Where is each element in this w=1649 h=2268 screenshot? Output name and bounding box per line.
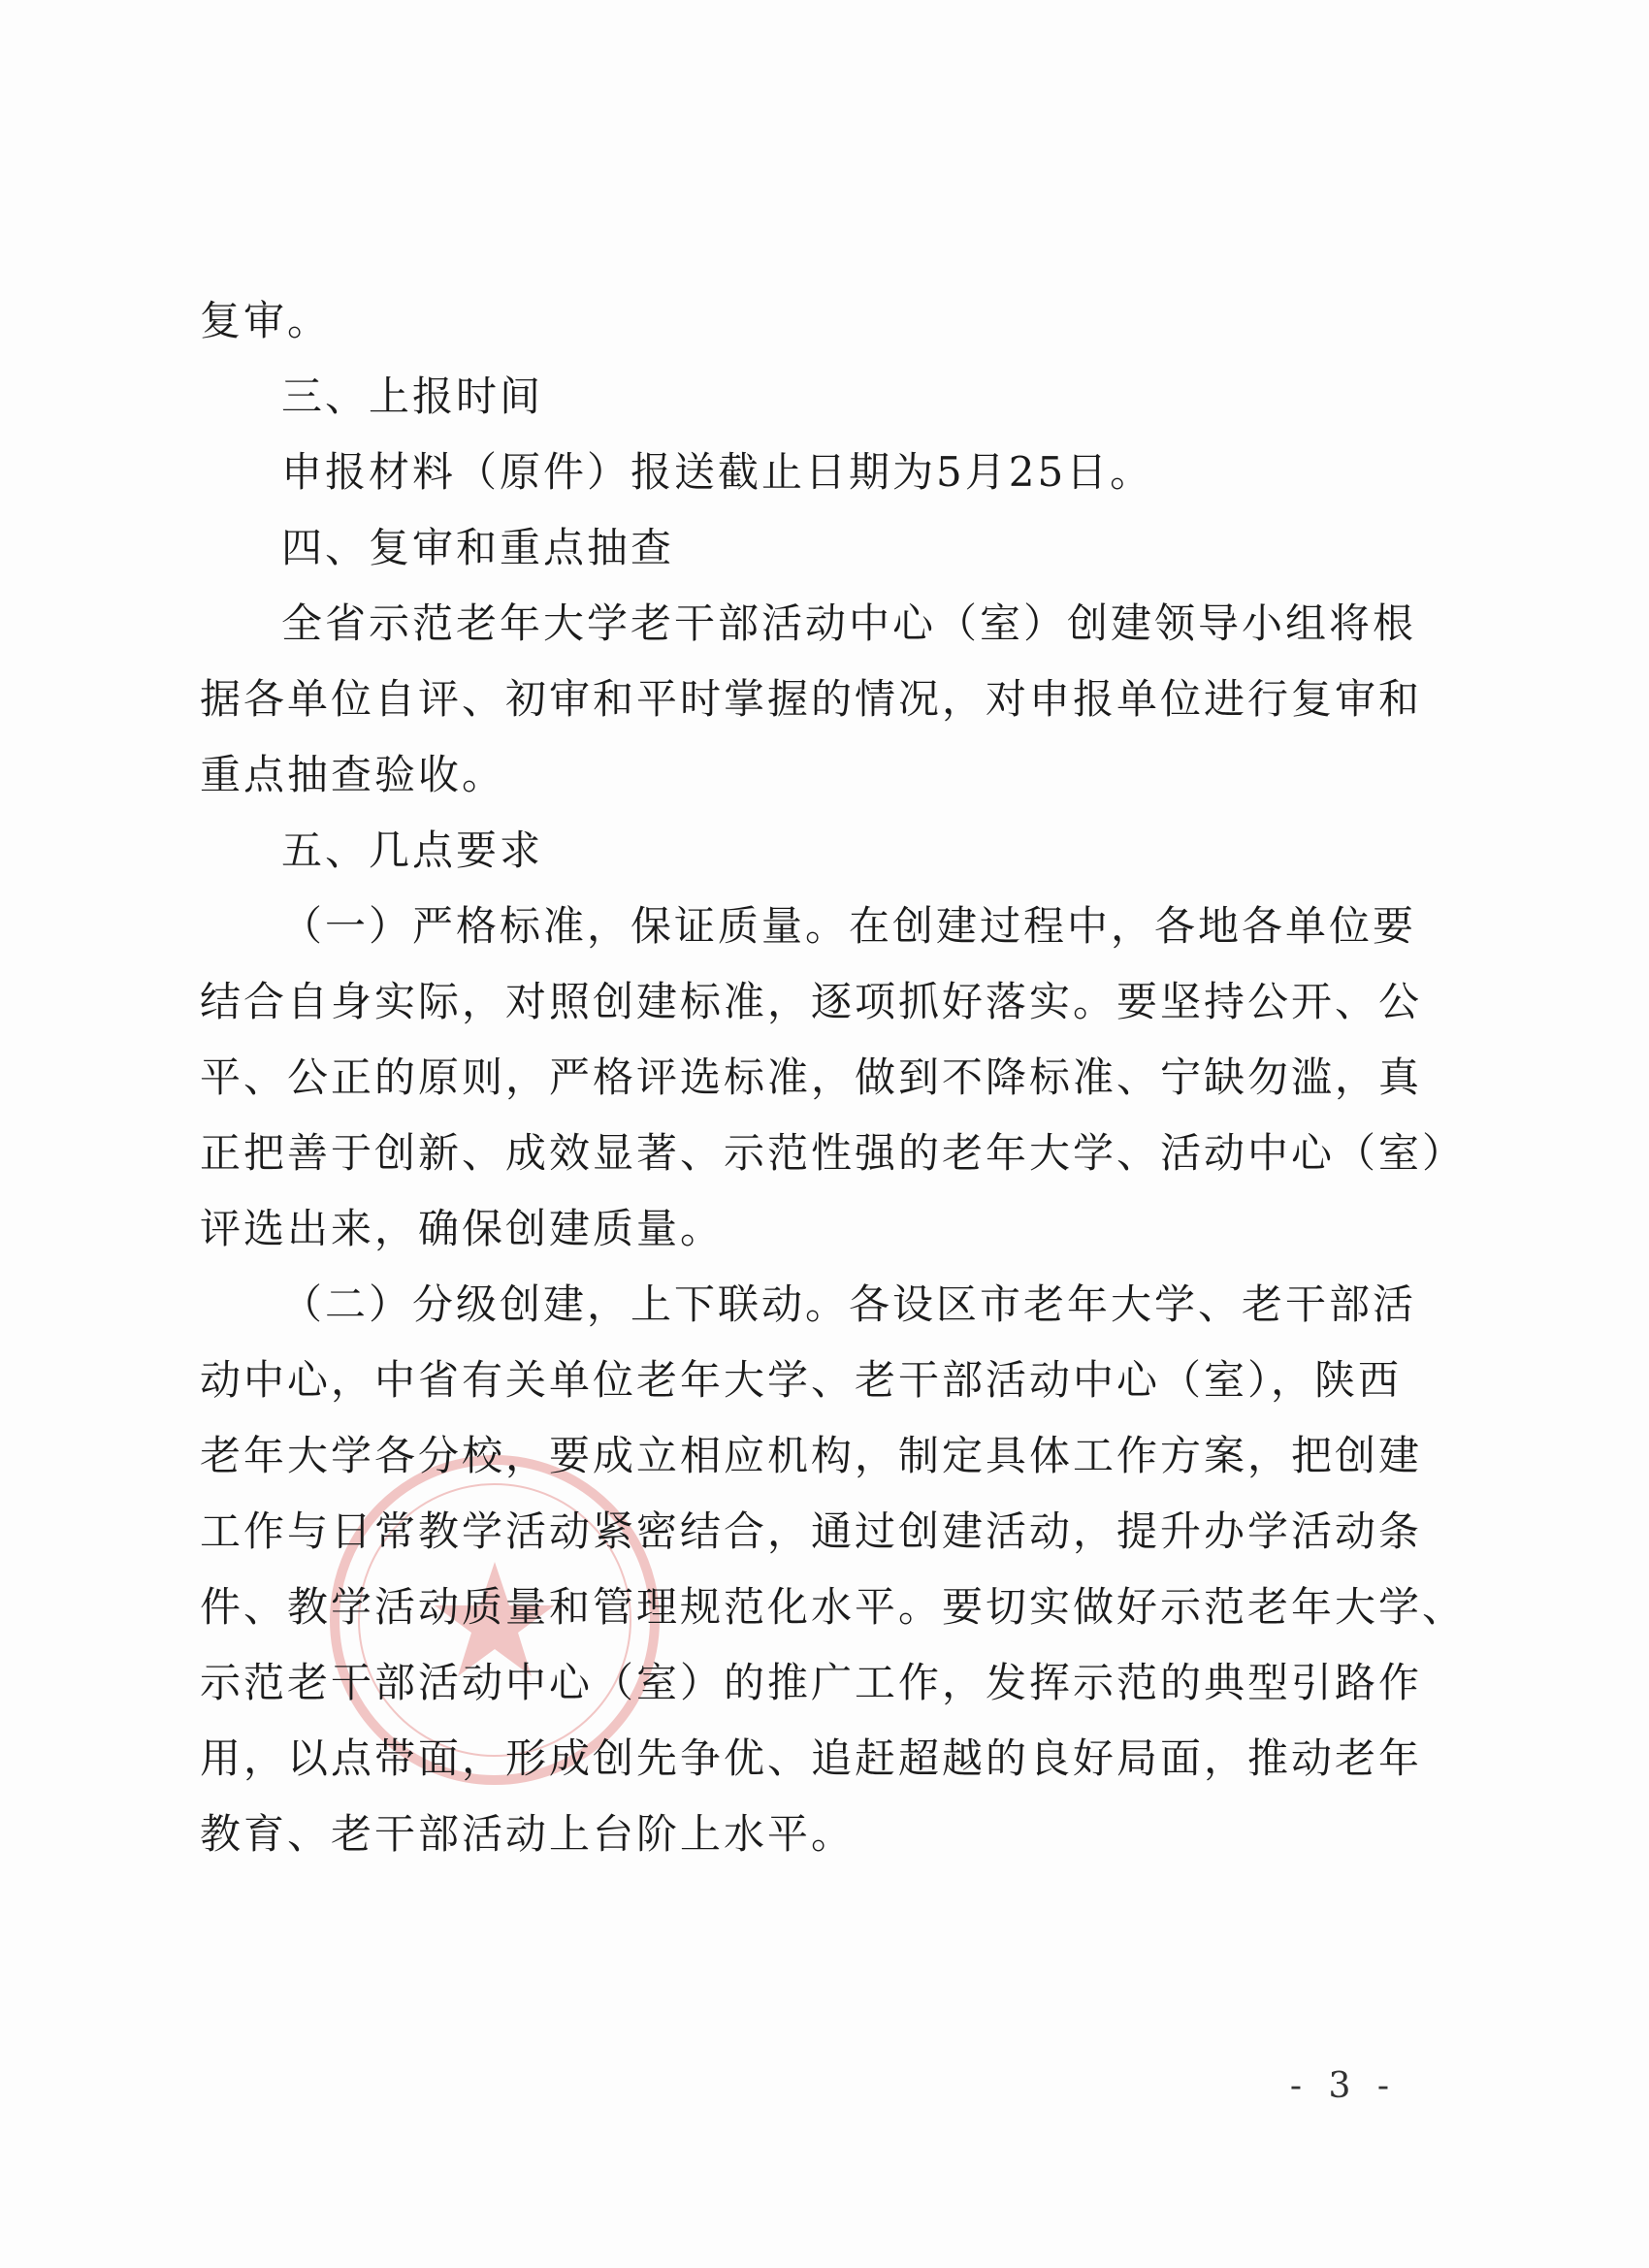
paragraph-line: 老年大学各分校，要成立相应机构，制定具体工作方案，把创建	[200, 1432, 1423, 1479]
paragraph-line: 示范老干部活动中心（室）的推广工作，发挥示范的典型引路作	[200, 1659, 1423, 1706]
paragraph-line: 复审。	[200, 297, 332, 344]
paragraph-line: 平、公正的原则，严格评选标准，做到不降标准、宁缺勿滥，真	[200, 1053, 1423, 1101]
paragraph-line: 正把善于创新、成效显著、示范性强的老年大学、活动中心（室）	[200, 1129, 1467, 1177]
paragraph-line: 动中心，中省有关单位老年大学、老干部活动中心（室），陕西	[200, 1356, 1403, 1404]
paragraph-line: 工作与日常教学活动紧密结合，通过创建活动，提升办学活动条	[200, 1507, 1423, 1555]
paragraph-line: 教育、老干部活动上台阶上水平。	[200, 1810, 856, 1858]
paragraph-line: 用，以点带面，形成创先争优、追赶超越的良好局面，推动老年	[200, 1734, 1423, 1782]
page-number: - 3 -	[1289, 2066, 1397, 2106]
paragraph-line: 件、教学活动质量和管理规范化水平。要切实做好示范老年大学、	[200, 1583, 1467, 1631]
paragraph-line: 评选出来，确保创建质量。	[200, 1205, 725, 1252]
paragraph-line: 全省示范老年大学老干部活动中心（室）创建领导小组将根	[281, 599, 1417, 647]
paragraph-line: （一）严格标准，保证质量。在创建过程中，各地各单位要	[281, 902, 1417, 950]
paragraph-line: 申报材料（原件）报送截止日期为5月25日。	[281, 448, 1154, 496]
section-heading: 四、复审和重点抽查	[281, 524, 675, 571]
paragraph-line: 结合自身实际，对照创建标准，逐项抓好落实。要坚持公开、公	[200, 978, 1423, 1025]
section-heading: 三、上报时间	[281, 373, 544, 420]
document-body	[200, 283, 1467, 1872]
paragraph-line: 据各单位自评、初审和平时掌握的情况，对申报单位进行复审和	[200, 675, 1423, 723]
paragraph-line: （二）分级创建，上下联动。各设区市老年大学、老干部活	[281, 1280, 1417, 1328]
paragraph-line: 重点抽查验收。	[200, 751, 506, 798]
section-heading: 五、几点要求	[281, 826, 544, 874]
